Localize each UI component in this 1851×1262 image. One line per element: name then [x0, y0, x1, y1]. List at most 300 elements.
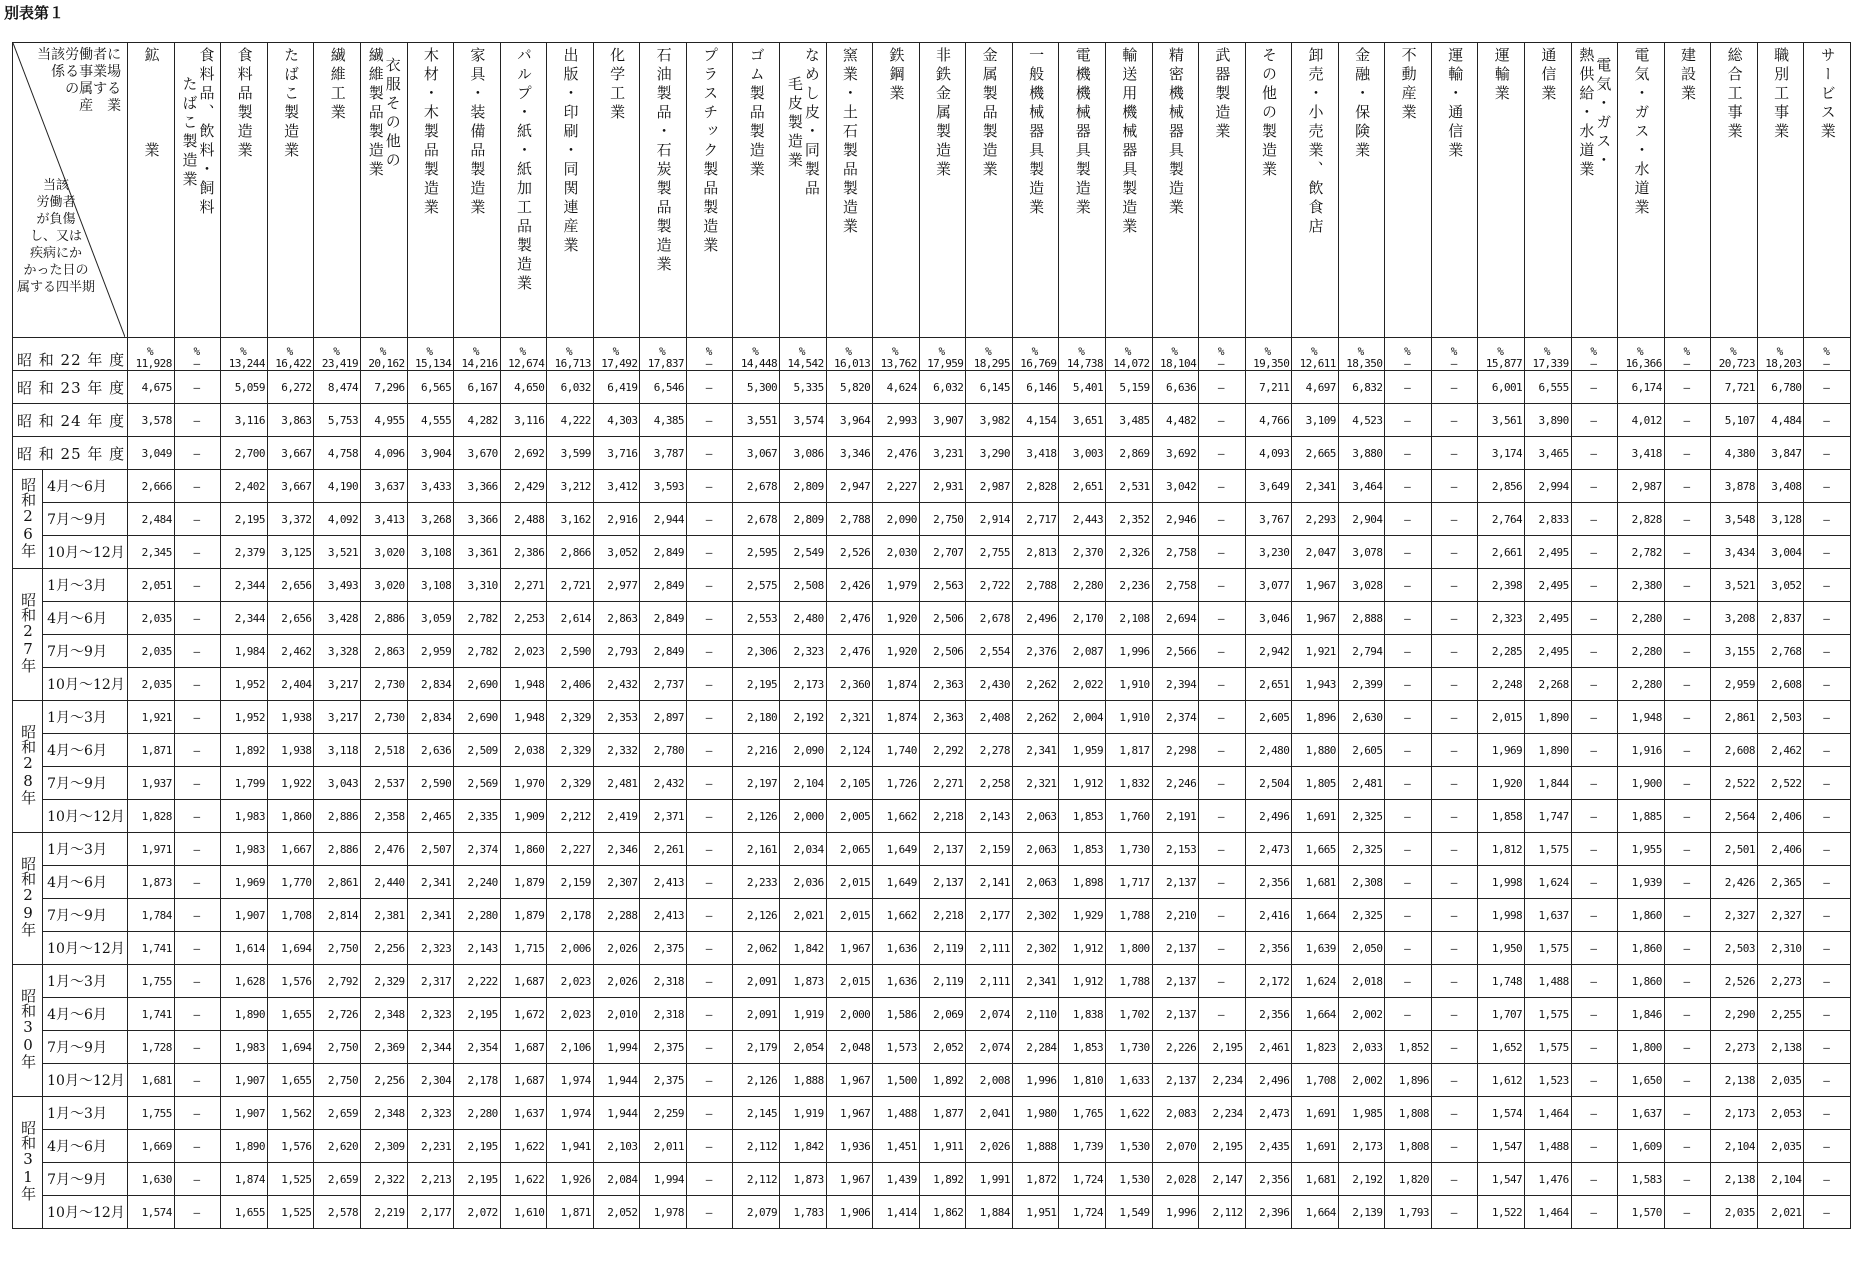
- table-cell: 2,173: [780, 668, 827, 701]
- table-cell: —: [1804, 1196, 1851, 1229]
- table-cell: —: [1804, 569, 1851, 602]
- table-row: [13, 569, 1851, 602]
- table-cell: 1,967: [826, 932, 873, 965]
- table-cell: 2,518: [360, 734, 407, 767]
- table-cell: —: [1804, 800, 1851, 833]
- cell-value: —: [1683, 357, 1690, 370]
- table-cell: 1,952: [221, 701, 268, 734]
- table-cell: 1,921: [1292, 635, 1339, 668]
- table-cell: 6,419: [593, 371, 640, 404]
- table-cell: 1,609: [1618, 1130, 1665, 1163]
- table-cell: 3,418: [1012, 437, 1059, 470]
- table-cell: 2,399: [1338, 668, 1385, 701]
- table-cell: 2,375: [640, 932, 687, 965]
- table-cell: 2,509: [454, 734, 501, 767]
- table-cell: 1,667: [267, 833, 314, 866]
- table-cell: 1,636: [873, 932, 920, 965]
- table-cell: 2,321: [826, 701, 873, 734]
- table-cell: 2,145: [733, 1097, 780, 1130]
- table-cell: 3,372: [267, 503, 314, 536]
- table-cell: —: [1804, 371, 1851, 404]
- table-cell: 2,374: [454, 833, 501, 866]
- table-cell: —: [1804, 470, 1851, 503]
- column-header: [780, 43, 827, 338]
- table-cell: 2,255: [1757, 998, 1804, 1031]
- table-cell: 2,408: [966, 701, 1013, 734]
- table-cell: —: [174, 569, 221, 602]
- table-cell: 2,153: [1152, 833, 1199, 866]
- table-cell: [780, 338, 827, 371]
- table-cell: 2,104: [1757, 1163, 1804, 1196]
- cell-value: 17,492: [601, 357, 638, 370]
- table-cell: 2,026: [593, 932, 640, 965]
- table-cell: 3,212: [547, 470, 594, 503]
- table-cell: 2,813: [1012, 536, 1059, 569]
- table-cell: 2,231: [407, 1130, 454, 1163]
- table-cell: 2,195: [1199, 1031, 1246, 1064]
- table-cell: 1,959: [1059, 734, 1106, 767]
- table-cell: 2,218: [919, 899, 966, 932]
- table-cell: 2,690: [454, 701, 501, 734]
- table-cell: 1,844: [1525, 767, 1572, 800]
- table-cell: 1,938: [267, 701, 314, 734]
- table-cell: —: [686, 602, 733, 635]
- table-cell: —: [1804, 1031, 1851, 1064]
- table-cell: —: [174, 1130, 221, 1163]
- table-cell: 2,159: [547, 866, 594, 899]
- table-cell: 2,074: [966, 1031, 1013, 1064]
- table-cell: 2,052: [593, 1196, 640, 1229]
- table-cell: —: [1571, 1130, 1618, 1163]
- table-cell: —: [1664, 668, 1711, 701]
- table-cell: 2,495: [1525, 536, 1572, 569]
- table-cell: —: [174, 866, 221, 899]
- table-cell: 2,178: [454, 1064, 501, 1097]
- table-cell: 2,678: [966, 602, 1013, 635]
- table-cell: 2,526: [1711, 965, 1758, 998]
- table-cell: 2,678: [733, 503, 780, 536]
- table-cell: 2,161: [733, 833, 780, 866]
- table-cell: 2,103: [593, 1130, 640, 1163]
- table-cell: 2,104: [780, 767, 827, 800]
- table-cell: 2,886: [314, 800, 361, 833]
- table-cell: 1,770: [267, 866, 314, 899]
- table-cell: 2,386: [500, 536, 547, 569]
- table-cell: 3,208: [1711, 602, 1758, 635]
- table-cell: —: [686, 767, 733, 800]
- table-cell: —: [1199, 635, 1246, 668]
- table-cell: 1,586: [873, 998, 920, 1031]
- table-cell: —: [1385, 668, 1432, 701]
- era-text: 昭和31年: [19, 1120, 38, 1201]
- table-cell: 1,740: [873, 734, 920, 767]
- unit-label: %: [426, 345, 433, 358]
- table-cell: 2,091: [733, 965, 780, 998]
- table-cell: 3,003: [1059, 437, 1106, 470]
- table-cell: 7,296: [360, 371, 407, 404]
- table-cell: 1,575: [1525, 833, 1572, 866]
- table-cell: 1,892: [221, 734, 268, 767]
- table-cell: 2,212: [547, 800, 594, 833]
- table-cell: 2,108: [1105, 602, 1152, 635]
- table-cell: 3,004: [1757, 536, 1804, 569]
- corner-industry-label: 当該労働者に 係る事業場 の属する 産 業: [37, 47, 122, 114]
- table-cell: —: [1199, 470, 1246, 503]
- cell-value: 14,072: [1113, 357, 1150, 370]
- table-cell: 1,522: [1478, 1196, 1525, 1229]
- table-cell: 1,728: [128, 1031, 175, 1064]
- table-cell: 1,637: [500, 1097, 547, 1130]
- table-cell: 1,820: [1385, 1163, 1432, 1196]
- table-cell: 2,476: [826, 635, 873, 668]
- row-label: 昭 和 22 年 度: [13, 338, 128, 371]
- table-cell: 1,681: [1292, 1163, 1339, 1196]
- era-label: [13, 701, 43, 833]
- table-cell: —: [1664, 767, 1711, 800]
- table-cell: 2,370: [1059, 536, 1106, 569]
- table-cell: 2,143: [966, 800, 1013, 833]
- table-cell: —: [1385, 437, 1432, 470]
- table-cell: —: [1804, 734, 1851, 767]
- table-cell: 2,394: [1152, 668, 1199, 701]
- table-cell: 2,358: [360, 800, 407, 833]
- column-header: [1804, 43, 1851, 338]
- table-row: [13, 1064, 1851, 1097]
- table-cell: 2,726: [314, 998, 361, 1031]
- table-cell: 2,614: [547, 602, 594, 635]
- table-cell: —: [686, 1130, 733, 1163]
- quarter-label: 1月～3月: [43, 833, 128, 866]
- column-header-label: 石油製品・石炭製品製造業: [654, 47, 673, 275]
- table-cell: 2,406: [547, 668, 594, 701]
- table-cell: 1,691: [1292, 800, 1339, 833]
- table-cell: —: [174, 734, 221, 767]
- table-cell: 2,280: [454, 1097, 501, 1130]
- table-cell: 1,862: [919, 1196, 966, 1229]
- table-cell: 1,665: [1292, 833, 1339, 866]
- table-cell: 2,480: [1245, 734, 1292, 767]
- table-cell: [1199, 338, 1246, 371]
- cell-value: —: [193, 357, 200, 370]
- table-cell: 3,162: [547, 503, 594, 536]
- table-cell: 7,211: [1245, 371, 1292, 404]
- table-cell: 2,327: [1757, 899, 1804, 932]
- table-cell: 1,525: [267, 1163, 314, 1196]
- table-cell: 1,853: [1059, 1031, 1106, 1064]
- table-cell: 1,874: [221, 1163, 268, 1196]
- table-cell: —: [686, 866, 733, 899]
- column-header-label: 電機機械器具製造業: [1073, 47, 1092, 218]
- table-cell: 1,912: [1059, 932, 1106, 965]
- table-cell: 3,561: [1478, 404, 1525, 437]
- quarter-label: 7月～9月: [43, 1163, 128, 1196]
- table-cell: 2,946: [1152, 503, 1199, 536]
- table-cell: 1,938: [267, 734, 314, 767]
- table-cell: [593, 338, 640, 371]
- table-cell: 4,766: [1245, 404, 1292, 437]
- table-cell: —: [1804, 536, 1851, 569]
- table-cell: 4,092: [314, 503, 361, 536]
- table-cell: 3,485: [1105, 404, 1152, 437]
- table-cell: 1,996: [1105, 635, 1152, 668]
- table-cell: —: [1664, 899, 1711, 932]
- table-cell: —: [1199, 965, 1246, 998]
- column-header-label: 精密機械器具製造業: [1166, 47, 1185, 218]
- table-cell: 2,035: [1711, 1196, 1758, 1229]
- table-cell: 1,681: [128, 1064, 175, 1097]
- table-cell: 2,503: [1711, 932, 1758, 965]
- table-cell: 6,146: [1012, 371, 1059, 404]
- table-cell: 2,758: [1152, 569, 1199, 602]
- table-cell: 2,015: [826, 899, 873, 932]
- table-cell: 1,984: [221, 635, 268, 668]
- table-cell: 2,440: [360, 866, 407, 899]
- table-cell: 2,233: [733, 866, 780, 899]
- table-cell: 2,298: [1152, 734, 1199, 767]
- cell-value: —: [1590, 357, 1597, 370]
- table-cell: 1,799: [221, 767, 268, 800]
- table-cell: 2,062: [733, 932, 780, 965]
- table-cell: —: [174, 1163, 221, 1196]
- table-cell: —: [1571, 734, 1618, 767]
- table-row: [13, 404, 1851, 437]
- table-cell: 2,987: [1618, 470, 1665, 503]
- table-cell: 1,919: [780, 998, 827, 1031]
- table-cell: 4,282: [454, 404, 501, 437]
- table-cell: 3,328: [314, 635, 361, 668]
- table-cell: 1,950: [1478, 932, 1525, 965]
- unit-label: %: [1171, 345, 1178, 358]
- table-cell: —: [1199, 767, 1246, 800]
- table-cell: 1,739: [1059, 1130, 1106, 1163]
- table-cell: 2,065: [826, 833, 873, 866]
- table-cell: 1,888: [1012, 1130, 1059, 1163]
- table-cell: 3,020: [360, 536, 407, 569]
- table-cell: —: [174, 1196, 221, 1229]
- column-header-label: 窯業・土石製品製造業: [840, 47, 859, 237]
- table-cell: 2,048: [826, 1031, 873, 1064]
- unit-label: %: [985, 345, 992, 358]
- table-cell: 1,877: [919, 1097, 966, 1130]
- table-cell: —: [1431, 998, 1478, 1031]
- table-cell: 2,508: [780, 569, 827, 602]
- table-cell: 2,325: [1338, 833, 1385, 866]
- table-cell: 2,010: [593, 998, 640, 1031]
- table-cell: 2,959: [1711, 668, 1758, 701]
- table-cell: 2,179: [733, 1031, 780, 1064]
- table-cell: [128, 338, 175, 371]
- table-row: [13, 437, 1851, 470]
- table-cell: 5,059: [221, 371, 268, 404]
- table-cell: 2,721: [547, 569, 594, 602]
- table-cell: 3,787: [640, 437, 687, 470]
- era-text: 昭和29年: [19, 856, 38, 937]
- table-cell: 2,219: [360, 1196, 407, 1229]
- table-cell: —: [174, 536, 221, 569]
- table-cell: 1,800: [1618, 1031, 1665, 1064]
- table-cell: 1,874: [873, 701, 920, 734]
- column-header-label: 不動産業: [1399, 47, 1418, 123]
- table-cell: 1,955: [1618, 833, 1665, 866]
- table-cell: 2,106: [547, 1031, 594, 1064]
- table-cell: —: [1664, 1130, 1711, 1163]
- table-cell: 2,473: [1245, 833, 1292, 866]
- table-cell: 4,523: [1338, 404, 1385, 437]
- column-header-label: その他の製造業: [1259, 47, 1278, 180]
- table-cell: 2,834: [407, 701, 454, 734]
- table-cell: 2,356: [1245, 932, 1292, 965]
- table-cell: 2,159: [966, 833, 1013, 866]
- table-cell: 1,969: [221, 866, 268, 899]
- table-cell: 2,782: [1618, 536, 1665, 569]
- table-cell: —: [1664, 965, 1711, 998]
- table-cell: 1,672: [500, 998, 547, 1031]
- table-cell: —: [1199, 569, 1246, 602]
- table-cell: —: [1664, 866, 1711, 899]
- column-header-label: 卸売・小売業、飲食店: [1306, 47, 1325, 237]
- table-cell: —: [174, 833, 221, 866]
- table-cell: 2,271: [919, 767, 966, 800]
- table-cell: 4,096: [360, 437, 407, 470]
- table-cell: 2,309: [360, 1130, 407, 1163]
- table-cell: 1,909: [500, 800, 547, 833]
- table-cell: 3,904: [407, 437, 454, 470]
- table-cell: 2,507: [407, 833, 454, 866]
- table-cell: 2,480: [780, 602, 827, 635]
- table-cell: 3,464: [1338, 470, 1385, 503]
- cell-value: —: [1450, 357, 1457, 370]
- table-cell: 3,116: [221, 404, 268, 437]
- rate-table: [12, 42, 1851, 1229]
- table-cell: 2,828: [1012, 470, 1059, 503]
- table-cell: 3,863: [267, 404, 314, 437]
- table-cell: [1525, 338, 1572, 371]
- table-cell: —: [686, 1163, 733, 1196]
- table-cell: —: [1664, 1031, 1711, 1064]
- cell-value: 12,674: [508, 357, 545, 370]
- table-cell: 6,174: [1618, 371, 1665, 404]
- table-cell: 2,307: [593, 866, 640, 899]
- table-cell: —: [174, 899, 221, 932]
- table-cell: —: [1804, 602, 1851, 635]
- table-cell: —: [686, 1064, 733, 1097]
- cell-value: 14,216: [461, 357, 498, 370]
- table-cell: 3,880: [1338, 437, 1385, 470]
- table-cell: 2,035: [128, 602, 175, 635]
- table-cell: 3,667: [267, 437, 314, 470]
- quarter-label: 10月～12月: [43, 800, 128, 833]
- cell-value: 16,769: [1020, 357, 1057, 370]
- table-cell: 1,637: [1618, 1097, 1665, 1130]
- table-cell: [500, 338, 547, 371]
- table-cell: —: [1385, 899, 1432, 932]
- table-cell: [1012, 338, 1059, 371]
- table-cell: —: [1664, 371, 1711, 404]
- table-cell: 2,323: [1478, 602, 1525, 635]
- cell-value: 17,339: [1532, 357, 1569, 370]
- table-cell: 2,195: [221, 503, 268, 536]
- table-cell: 1,805: [1292, 767, 1339, 800]
- table-cell: 2,630: [1338, 701, 1385, 734]
- table-cell: —: [1431, 668, 1478, 701]
- table-cell: 2,022: [1059, 668, 1106, 701]
- table-cell: 2,026: [966, 1130, 1013, 1163]
- column-header: [593, 43, 640, 338]
- table-cell: 1,624: [1292, 965, 1339, 998]
- era-label: [13, 470, 43, 569]
- table-cell: —: [1385, 965, 1432, 998]
- column-header-label: 食料品製造業: [235, 47, 254, 161]
- table-cell: 2,809: [780, 503, 827, 536]
- table-cell: 3,077: [1245, 569, 1292, 602]
- column-header: [1525, 43, 1572, 338]
- unit-label: %: [1543, 345, 1550, 358]
- table-cell: 2,496: [1012, 602, 1059, 635]
- table-cell: 2,271: [500, 569, 547, 602]
- table-cell: 2,268: [1525, 668, 1572, 701]
- quarter-label: 10月～12月: [43, 932, 128, 965]
- table-cell: 3,408: [1757, 470, 1804, 503]
- table-cell: 2,730: [360, 701, 407, 734]
- table-cell: —: [1431, 701, 1478, 734]
- table-cell: 2,465: [407, 800, 454, 833]
- table-cell: 2,522: [1757, 767, 1804, 800]
- era-label: [13, 1097, 43, 1229]
- table-cell: —: [1804, 932, 1851, 965]
- cell-value: —: [1217, 357, 1224, 370]
- table-cell: [454, 338, 501, 371]
- table-cell: [873, 338, 920, 371]
- table-cell: 3,637: [360, 470, 407, 503]
- table-cell: 2,047: [1292, 536, 1339, 569]
- table-cell: 2,575: [733, 569, 780, 602]
- table-cell: —: [686, 569, 733, 602]
- unit-label: %: [1776, 345, 1783, 358]
- table-cell: 1,944: [593, 1064, 640, 1097]
- table-cell: [826, 338, 873, 371]
- column-header: [1292, 43, 1339, 338]
- table-cell: 2,506: [919, 602, 966, 635]
- table-cell: 1,939: [1618, 866, 1665, 899]
- table-cell: 2,402: [221, 470, 268, 503]
- table-cell: 2,023: [500, 635, 547, 668]
- table-cell: 1,694: [267, 1031, 314, 1064]
- table-cell: 1,414: [873, 1196, 920, 1229]
- table-cell: 1,994: [640, 1163, 687, 1196]
- table-cell: 2,002: [1338, 998, 1385, 1031]
- column-header-label: 鉱 業: [142, 47, 161, 161]
- column-header-label: 木材・木製品製造業: [421, 47, 440, 218]
- table-cell: 3,692: [1152, 437, 1199, 470]
- table-cell: 2,656: [267, 569, 314, 602]
- table-cell: —: [1431, 635, 1478, 668]
- column-header-label: 非鉄金属製造業: [934, 47, 953, 180]
- table-cell: 1,624: [1525, 866, 1572, 899]
- table-cell: 2,356: [1245, 1163, 1292, 1196]
- table-cell: 2,659: [314, 1163, 361, 1196]
- table-cell: 2,197: [733, 767, 780, 800]
- table-cell: 2,793: [593, 635, 640, 668]
- table-cell: —: [686, 536, 733, 569]
- table-cell: —: [1385, 470, 1432, 503]
- table-cell: 2,678: [733, 470, 780, 503]
- table-cell: —: [1571, 1064, 1618, 1097]
- table-cell: 2,526: [826, 536, 873, 569]
- table-cell: 2,000: [826, 998, 873, 1031]
- table-cell: —: [1571, 1097, 1618, 1130]
- table-cell: 3,078: [1338, 536, 1385, 569]
- column-header: [1431, 43, 1478, 338]
